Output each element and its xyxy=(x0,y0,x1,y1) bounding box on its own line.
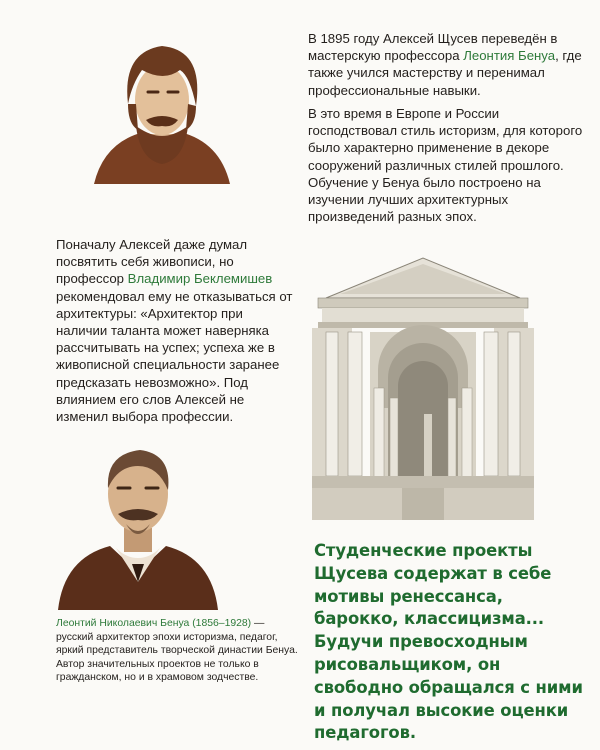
caption-name: Леонтий Николаевич Бенуа (1856–1928) xyxy=(56,618,252,629)
architectural-facade-illustration xyxy=(312,238,534,520)
paragraph-historicism-text: В это время в Европе и России господствовал стиль историзм, для которого было характерно применение в декоре сооружений различных стилей прошлого. Обучение у Бенуа было построено на изучении лучших архитектурных произведений разных эпох. xyxy=(308,106,583,225)
architectural-drawing xyxy=(312,238,534,520)
portrait-benois-illustration xyxy=(58,432,218,610)
portrait-shchusev xyxy=(92,34,232,184)
caption-text: — русский архитектор эпохи историзма, педагог, яркий представитель творческой династии Бенуа. Автор значительных проектов не только в гражданском, но и в храмовом зодчестве. xyxy=(56,618,298,684)
paragraph-transfer-text-end: , где также учился мастерству и перенимал профессиональные навыки. xyxy=(308,48,582,98)
paragraph-transfer-text: В 1895 году Алексей Щусев переведён в мастерскую профессора xyxy=(308,31,558,64)
portrait-caption xyxy=(56,617,298,685)
paragraph-historicism xyxy=(308,105,584,225)
paragraph-transfer xyxy=(308,30,584,99)
portrait-benois xyxy=(58,432,218,610)
paragraph-painting xyxy=(56,236,294,425)
paragraph-painting-text-end: рекомендовал ему не отказываться от архитектуры: «Архитектор при наличии таланта может наверняка рассчитывать на успех; успеха же в живописной специальности заранее предсказать невозможно». Под влиянием его слов Алексей не изменил выбора профессии. xyxy=(56,288,293,425)
link-leonty-benois[interactable]: Леонтия Бенуа xyxy=(463,48,556,64)
callout-text: Студенческие проекты Щусева содержат в себе мотивы ренессанса, барокко, классицизма... Будучи превосходным рисовальщиком, он свободно обращался с ними и получал высокие оценки педагогов. xyxy=(314,541,583,743)
paragraph-painting-text: Поначалу Алексей даже думал посвятить себя живописи, но профессор xyxy=(56,237,248,287)
callout-quote xyxy=(314,540,592,745)
link-vladimir-beklemishev[interactable]: Владимир Беклемишев xyxy=(127,271,273,287)
portrait-shchusev-illustration xyxy=(92,34,232,184)
